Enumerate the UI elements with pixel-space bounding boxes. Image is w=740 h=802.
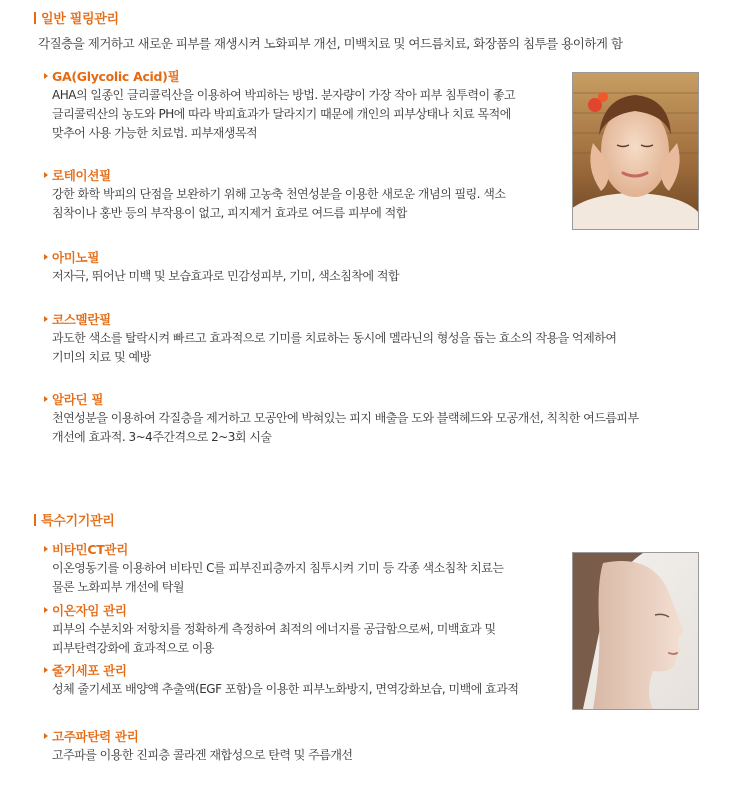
arrow-right-icon: [44, 254, 48, 260]
item-title-text: 줄기세포 관리: [52, 663, 127, 678]
arrow-right-icon: [44, 316, 48, 322]
item-description: 저자극, 뛰어난 미백 및 보습효과로 민감성피부, 기미, 색소침착에 적합: [52, 269, 400, 283]
face-massage-image: [573, 73, 698, 229]
title-bar-icon: [34, 514, 36, 526]
list-item: [44, 68, 515, 143]
face-profile-photo: [572, 552, 699, 710]
section-intro: 각질층을 제거하고 새로운 피부를 재생시켜 노화피부 개선, 미백치료 및 여드름치료, 화장품의 침투를 용이하게 함: [38, 36, 623, 51]
item-title: [44, 249, 399, 267]
item-title-text: 코스멜란필: [52, 312, 111, 327]
section-title-device: [34, 510, 115, 529]
item-description: 강한 화학 박피의 단점을 보완하기 위해 고농축 천연성분을 이용한 새로운 개념의 필링. 색소 침착이나 홍반 등의 부작용이 없고, 피지제거 효과로 여드름 피부에 적합: [52, 187, 506, 220]
title-bar-icon: [34, 12, 36, 24]
item-description: 성체 줄기세포 배양액 추출액(EGF 포함)을 이용한 피부노화방지, 면역강화보습, 미백에 효과적: [52, 682, 519, 696]
section-title-peeling: [34, 8, 119, 27]
list-item: [44, 391, 639, 447]
face-profile-image: [573, 553, 698, 709]
list-item: [44, 602, 496, 658]
arrow-right-icon: [44, 73, 48, 79]
item-title: [44, 68, 515, 86]
item-title-text: 알라딘 필: [52, 392, 104, 407]
item-description: 고주파를 이용한 진피층 콜라겐 재합성으로 탄력 및 주름개선: [52, 748, 353, 762]
section-title-text: 일반 필링관리: [41, 12, 119, 27]
arrow-right-icon: [44, 733, 48, 739]
item-description: 피부의 수분치와 저항치를 정확하게 측정하여 최적의 에너지를 공급함으로써, 미백효과 및 피부탄력강화에 효과적으로 이용: [52, 622, 496, 655]
list-item: [44, 311, 616, 367]
arrow-right-icon: [44, 607, 48, 613]
arrow-right-icon: [44, 667, 48, 673]
section-title-text: 특수기기관리: [41, 514, 115, 529]
item-description: 이온영동기를 이용하여 비타민 C를 피부진피층까지 침투시켜 기미 등 각종 색소침착 치료는 물론 노화피부 개선에 탁월: [52, 561, 504, 594]
list-item: [44, 167, 506, 223]
item-description: 천연성분을 이용하여 각질층을 제거하고 모공안에 박혀있는 피지 배출을 도와 블랙헤드와 모공개선, 칙칙한 여드름피부 개선에 효과적. 3~4주간격으로 2~3회 시술: [52, 411, 639, 444]
list-item: [44, 541, 503, 597]
item-description: AHA의 일종인 글리콜릭산을 이용하여 박피하는 방법. 분자량이 가장 작아 피부 침투력이 좋고 글리콜릭산의 농도와 PH에 따라 박피효과가 달라지기 때문에 개인의 피부상태나 치료 목적에 맞추어 사용 가능한 치료법. 피부재생목적: [52, 88, 516, 140]
item-title-text: 비타민CT관리: [52, 542, 128, 557]
item-title: [44, 728, 353, 746]
item-title: [44, 391, 639, 409]
item-title-text: 아미노필: [52, 250, 100, 265]
list-item: [44, 249, 399, 286]
item-title: [44, 311, 616, 329]
item-title: [44, 602, 496, 620]
item-title-text: 고주파탄력 관리: [52, 729, 139, 744]
list-item: [44, 728, 353, 765]
item-description: 과도한 색소를 탈락시켜 빠르고 효과적으로 기미를 치료하는 동시에 멜라닌의 형성을 돕는 효소의 작용을 억제하여 기미의 치료 및 예방: [52, 331, 617, 364]
item-title-text: 이온자임 관리: [52, 603, 127, 618]
item-title-text: GA(Glycolic Acid)필: [52, 69, 180, 84]
item-title: [44, 662, 518, 680]
arrow-right-icon: [44, 396, 48, 402]
item-title: [44, 167, 506, 185]
arrow-right-icon: [44, 172, 48, 178]
list-item: [44, 662, 518, 699]
item-title-text: 로테이션필: [52, 168, 111, 183]
item-title: [44, 541, 503, 559]
arrow-right-icon: [44, 546, 48, 552]
facial-massage-photo: [572, 72, 699, 230]
